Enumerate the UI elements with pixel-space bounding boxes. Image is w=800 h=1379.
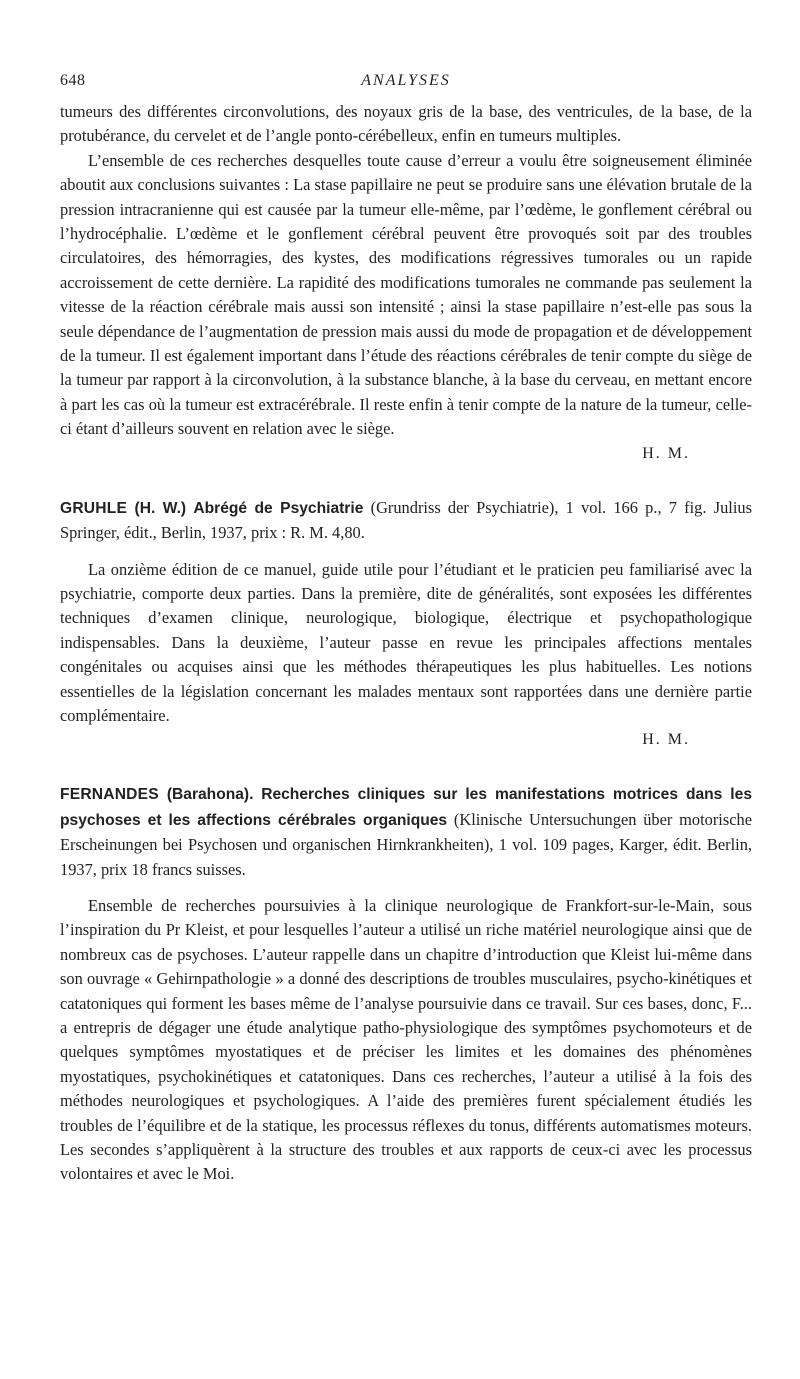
reviewer-signature: H. M. <box>642 444 690 462</box>
review-paragraph: La onzième édition de ce manuel, guide utile pour l’étudiant et le praticien peu familiarisé avec la psychiatrie, comporte deux parties. Dans la première, dite de généralités, sont exposées les différentes techniques d’examen clinique, neurologique, biologique, électrique et psychopathologique indispensables. Dans la deuxième, l’auteur passe en revue les principales affections mentales congénitales ou acquises ainsi que les méthodes thérapeutiques les plus habituelles. Les notions essentielles de la législation concernant les malades mentaux sont rapportées dans une dernière partie complémentaire. <box>60 559 752 725</box>
publication-details: (Klinische Untersuchungen über motorische Erscheinungen bei Psychosen und organischen Hirnkrankheiten), 1 vol. 109 pages, Karger, édit. Berlin, 1937, prix 18 francs suisses. <box>60 809 752 879</box>
book-title: Recherches cliniques sur les manifestations motrices dans les psychoses et les affections cérébrales organiques <box>60 786 752 829</box>
review-citation <box>60 782 752 882</box>
book-title: Abrégé de Psychiatrie <box>193 499 364 517</box>
page-number: 648 <box>60 72 86 89</box>
author-name: FERNANDES (Barahona). <box>60 786 254 804</box>
running-head: ANALYSES <box>361 72 451 89</box>
review-citation <box>60 496 752 546</box>
author-name: GRUHLE (H. W.) <box>60 499 187 517</box>
review-fernandes <box>60 782 752 1187</box>
page-header <box>60 66 752 100</box>
reviewer-signature: H. M. <box>642 731 690 749</box>
review-paragraph: tumeurs des différentes circonvolutions, des noyaux gris de la base, des ventricules, de la base, de la protubérance, du cervelet et de l’angle ponto-cérébelleux, enfin en tumeurs multiples. <box>60 102 752 146</box>
review-paragraph: L’ensemble de ces recherches desquelles toute cause d’erreur a voulu être soigneusement éliminée aboutit aux conclusions suivantes : La stase papillaire ne peut se produire sans une élévation brutale de la pression intracranienne qui est causée par la tumeur elle-même, par l’œdème, le gonflement cérébral ou l’hydrocéphalie. L’œdème et le gonflement cérébral peuvent être provoqués soit par des troubles circulatoires, des hémorragies, des kystes, des modifications régressives tumorales ou un rapide accroissement de cette dernière. La rapidité des modifications tumorales ne commande pas seulement la vitesse de la réaction cérébrale mais aussi son intensité ; ainsi la stase papillaire n’est-elle pas sous la seule dépendance de l’augmentation de pression mais aussi du mode de propagation et de développement de la tumeur. Il est également important dans l’étude des réactions cérébrales de tenir compte du siège de la tumeur par rapport à la circonvolution, à la substance blanche, à la base du cerveau, en mettant encore à part les cas où la tumeur est extracérébrale. Il reste enfin à tenir compte de la nature de la tumeur, celle-ci étant d’ailleurs souvent en relation avec le siège. <box>60 150 752 439</box>
journal-page <box>60 66 752 1187</box>
review-paragraph: Ensemble de recherches poursuivies à la clinique neurologique de Frankfort-sur-le-Main, sous l’inspiration du Pr Kleist, et pour lesquelles l’auteur a utilisé un riche matériel neurologique ainsi que de nombreux cas de psychoses. L’auteur rappelle dans un chapitre d’introduction que Kleist lui-même dans son ouvrage « Gehirnpathologie » a donné des descriptions de troubles musculaires, psycho-kinétiques et catatoniques qui forment les bases même de l’analyse poursuivie dans ce travail. Sur ces bases, donc, F... a entrepris de dégager une étude analytique patho-physiologique des symptômes psychomoteurs et de quelques symptômes myostatiques et de préciser les limites et les domaines des phénomènes myostatiques, psychokinétiques et catatoniques. Dans ces recherches, l’auteur a utilisé à la fois des méthodes neurologiques et psychologiques. A l’aide des premières furent spécialement étudiés les troubles de l’équilibre et de la statique, les processus réflexes du tonus, différents automatismes moteurs. Les secondes s’appliquèrent à la structure des troubles et aux rapports de ceux-ci avec les processus volontaires et avec le Moi. <box>60 895 752 1184</box>
publication-details: (Grundriss der Psychiatrie), 1 vol. 166 p., 7 fig. Julius Springer, édit., Berlin, 1937, prix : R. M. 4,80. <box>60 497 752 543</box>
review-gruhle <box>60 496 752 753</box>
continued-review <box>60 100 752 466</box>
